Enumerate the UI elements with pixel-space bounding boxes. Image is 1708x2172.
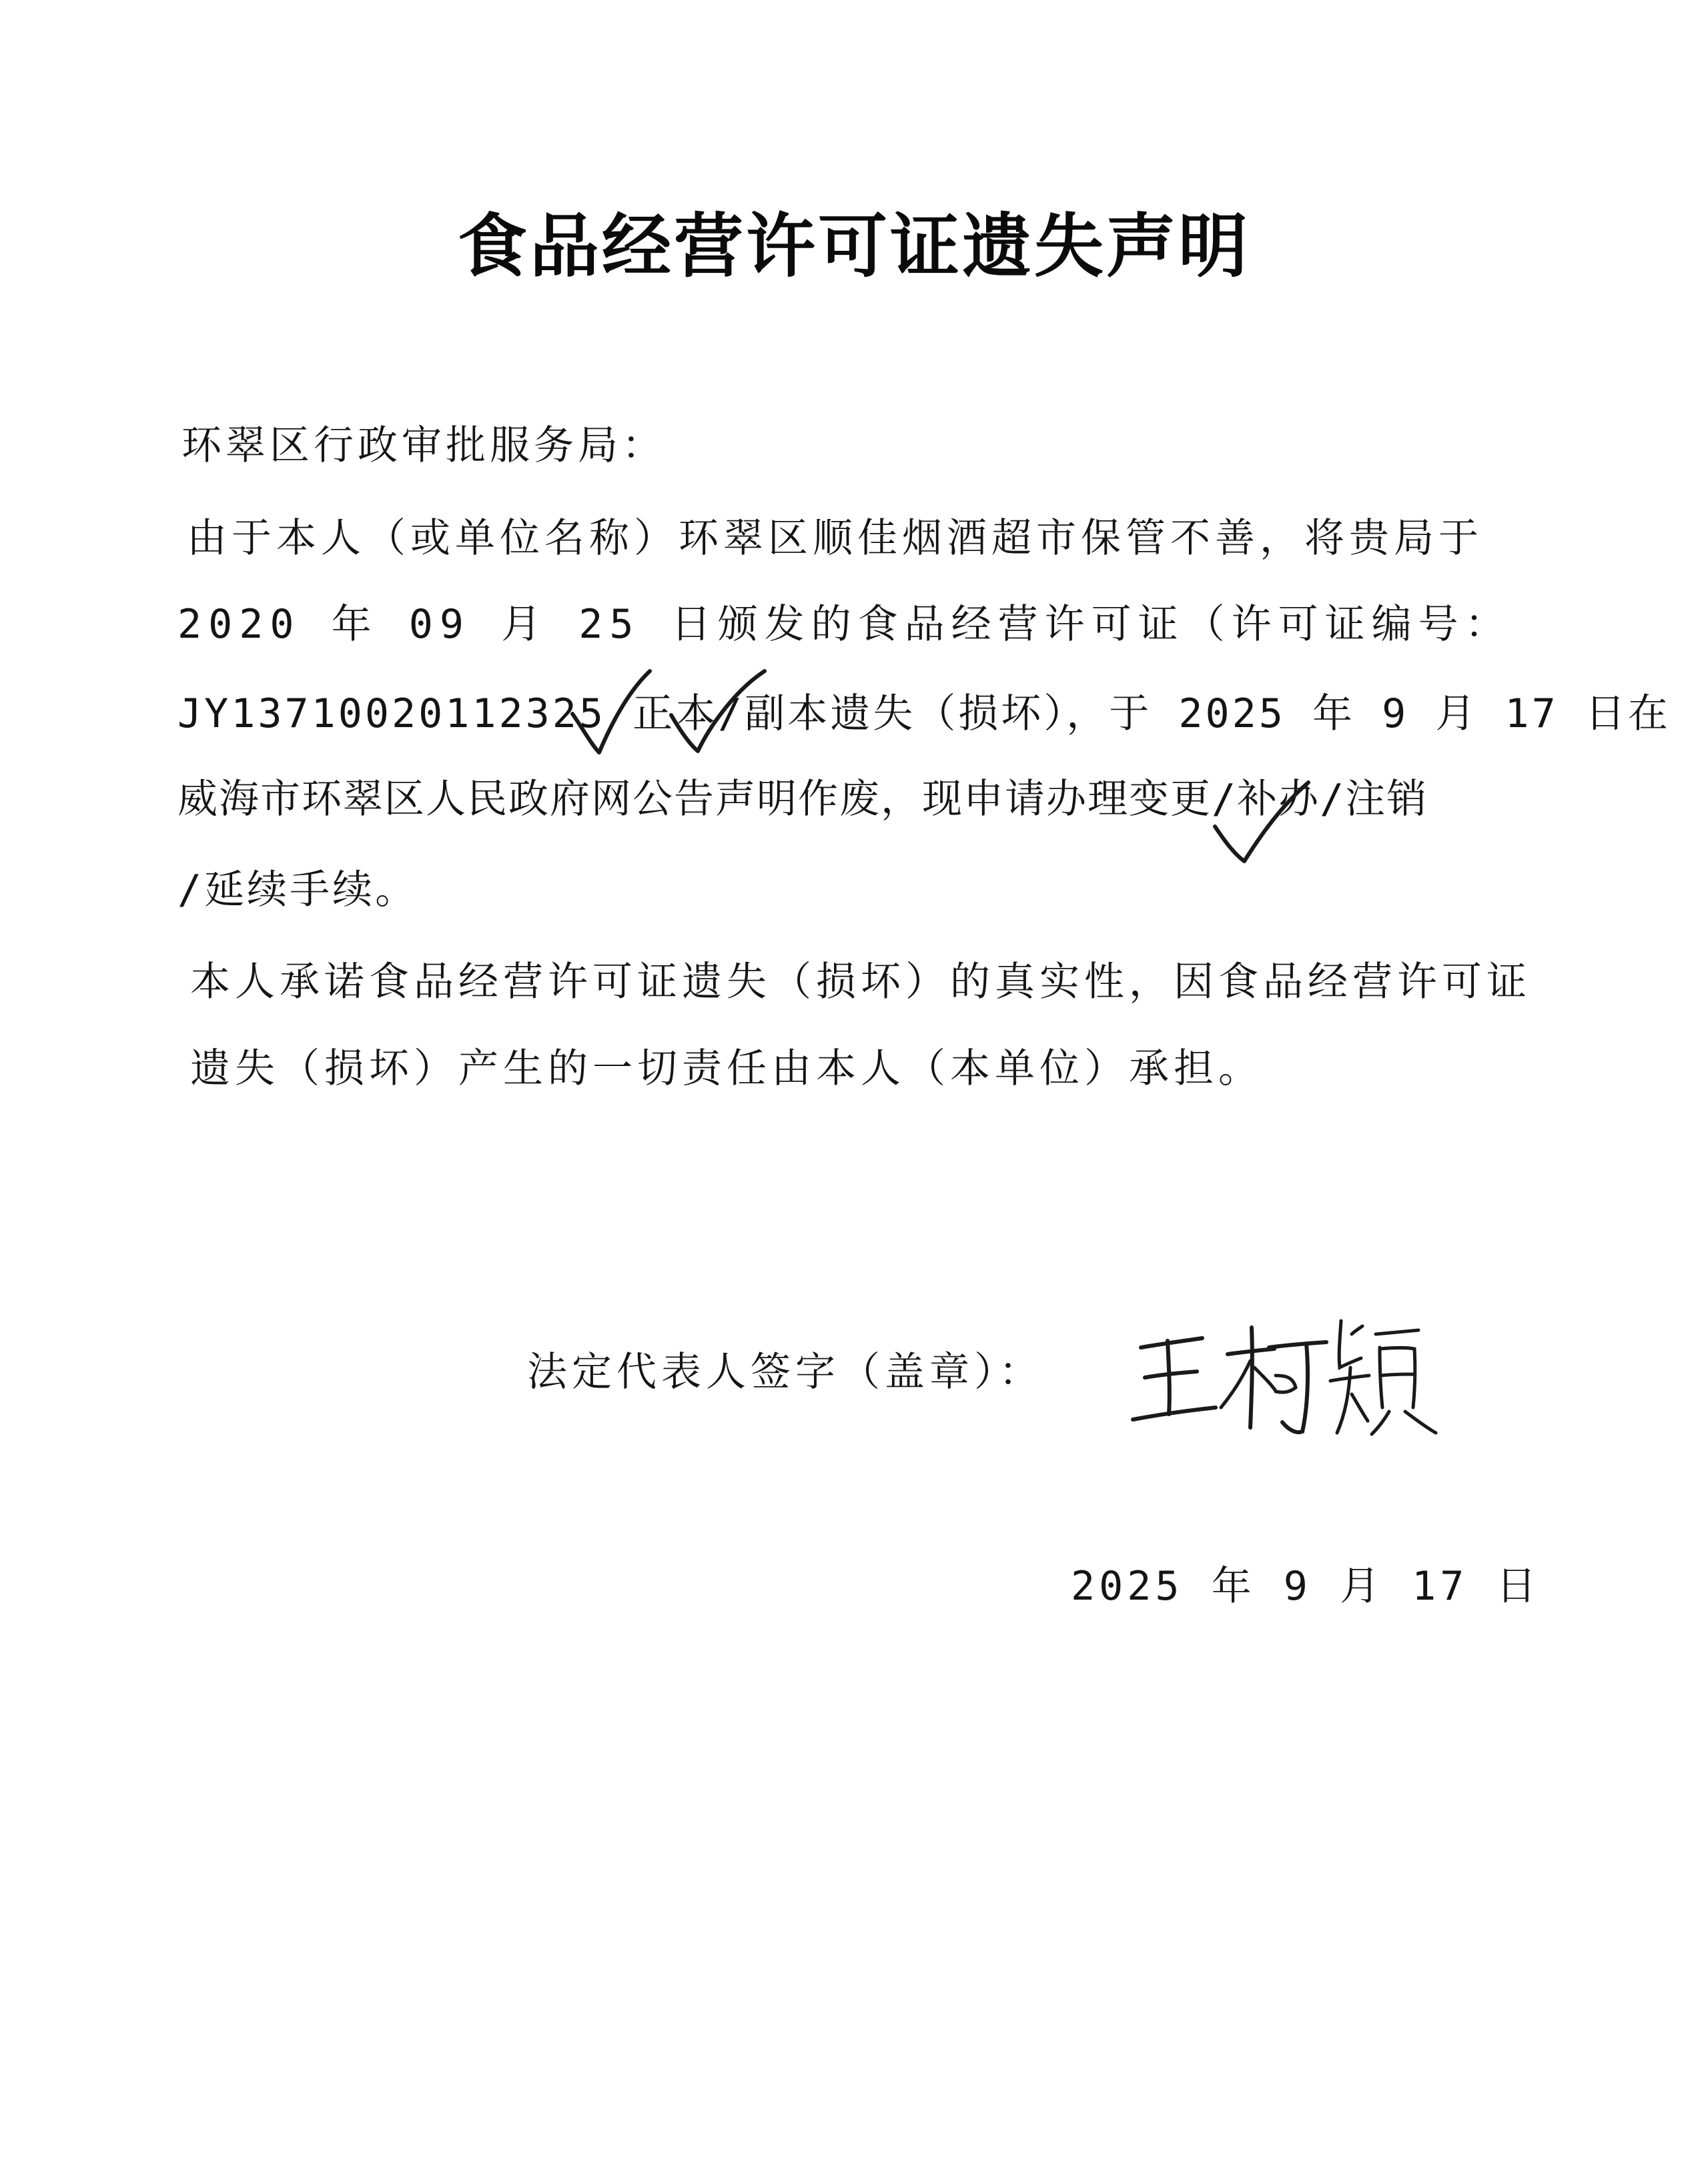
body-line-4: 威海市环翠区人民政府网公告声明作废，现申请办理变更/补办/注销 — [177, 776, 1428, 823]
checkmark-icon — [1211, 777, 1311, 871]
body-line-1: 由于本人（或单位名称）环翠区顺佳烟酒超市保管不善，将贵局于 — [187, 515, 1483, 562]
body-line-5: /延续手续。 — [177, 867, 418, 913]
handwritten-signature — [1128, 1314, 1441, 1448]
body-line-2: 2020 年 09 月 25 日颁发的食品经营许可证（许可证编号： — [177, 601, 1512, 648]
commitment-line-1: 本人承诺食品经营许可证遗失（损坏）的真实性，因食品经营许可证 — [190, 959, 1531, 1005]
commitment-line-2: 遗失（损坏）产生的一切责任由本人（本单位）承担。 — [190, 1045, 1263, 1092]
checkmark-icon — [667, 667, 767, 760]
document-date: 2025 年 9 月 17 日 — [1071, 1563, 1541, 1610]
body-line-3: JY13710020112325 正本/副本遗失（损坏），于 2025 年 9 月 17 日在 — [177, 690, 1671, 737]
signature-label: 法定代表人签字（盖章）： — [527, 1349, 1043, 1396]
addressee: 环翠区行政审批服务局： — [181, 422, 666, 469]
document-title: 食品经营许可证遗失声明 — [457, 205, 1250, 287]
checkmark-icon — [567, 667, 654, 760]
